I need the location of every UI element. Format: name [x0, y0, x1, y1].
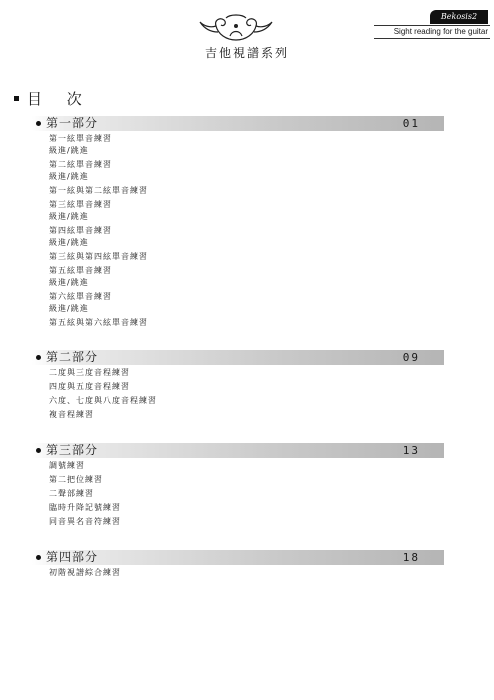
toc-item-label: 臨時升降記號練習 — [49, 503, 121, 512]
toc-item-label: 同音異名音符練習 — [49, 517, 121, 526]
section-header-bar[interactable] — [32, 443, 444, 458]
toc-item[interactable] — [49, 474, 444, 486]
toc-item[interactable] — [49, 133, 444, 157]
toc-item[interactable] — [49, 317, 444, 329]
toc-item-label: 二聲部練習 — [49, 489, 94, 498]
toc-item[interactable] — [49, 291, 444, 315]
toc-item-sub: 級進/跳進 — [49, 304, 89, 313]
toc-item[interactable] — [49, 567, 444, 579]
toc-item-label: 第六絃單音練習 — [49, 292, 112, 301]
section-header-bar[interactable] — [32, 350, 444, 365]
section-page-number: 18 — [402, 551, 420, 564]
brand-subtitle: Sight reading for the guitar — [374, 25, 490, 39]
toc-item-label: 複音程練習 — [49, 410, 94, 419]
toc-item-sub: 級進/跳進 — [49, 278, 89, 287]
toc-item[interactable] — [49, 159, 444, 183]
toc-section — [32, 116, 444, 329]
toc-item[interactable] — [49, 265, 444, 289]
toc-item-label: 第一絃與第二絃單音練習 — [49, 186, 148, 195]
bullet-dot-icon — [36, 355, 41, 360]
toc-item-label: 第二絃單音練習 — [49, 160, 112, 169]
toc-item[interactable] — [49, 251, 444, 263]
toc-item-label: 二度與三度音程練習 — [49, 368, 130, 377]
toc-item-sub: 級進/跳進 — [49, 172, 89, 181]
toc-item-label: 初階視譜綜合練習 — [49, 568, 121, 577]
toc-item-label: 第四絃單音練習 — [49, 226, 112, 235]
section-page-number: 09 — [402, 351, 420, 364]
toc-item[interactable] — [49, 185, 444, 197]
brand-logo: Bekosis2 — [430, 10, 488, 24]
section-header-bar[interactable] — [32, 550, 444, 565]
toc-item[interactable] — [49, 488, 444, 500]
toc-item[interactable] — [49, 460, 444, 472]
toc-item-label: 第一絃單音練習 — [49, 134, 112, 143]
bullet-dot-icon — [36, 555, 41, 560]
toc-item-label: 調號練習 — [49, 461, 85, 470]
toc-item[interactable] — [49, 367, 444, 379]
section-title: 第三部分 — [46, 443, 99, 457]
toc-item-label: 第五絃與第六絃單音練習 — [49, 318, 148, 327]
toc-item-label: 四度與五度音程練習 — [49, 382, 130, 391]
section-page-number: 01 — [402, 117, 420, 130]
toc-heading-text: 目 次 — [27, 90, 92, 108]
toc-item-label: 第三絃與第四絃單音練習 — [49, 252, 148, 261]
decorative-scroll-icon — [196, 14, 276, 44]
toc-item[interactable] — [49, 409, 444, 421]
toc-item-label: 第三絃單音練習 — [49, 200, 112, 209]
toc-item-sub: 級進/跳進 — [49, 212, 89, 221]
toc-item-label: 第五絃單音練習 — [49, 266, 112, 275]
toc-item[interactable] — [49, 381, 444, 393]
toc-section — [32, 350, 444, 421]
toc-item[interactable] — [49, 225, 444, 249]
toc-item[interactable] — [49, 199, 444, 223]
section-title: 第一部分 — [46, 116, 99, 130]
section-page-number: 13 — [402, 444, 420, 457]
brand-box — [374, 10, 490, 38]
toc-item-label: 第二把位練習 — [49, 475, 103, 484]
toc-item[interactable] — [49, 395, 444, 407]
bullet-dot-icon — [36, 121, 41, 126]
toc-item[interactable] — [49, 502, 444, 514]
toc-section — [32, 550, 444, 579]
toc-heading — [14, 88, 92, 108]
toc-section — [32, 443, 444, 528]
section-title: 第四部分 — [46, 550, 99, 564]
bullet-dot-icon — [36, 448, 41, 453]
toc-item-sub: 級進/跳進 — [49, 238, 89, 247]
series-title: 吉他視譜系列 — [204, 46, 289, 60]
toc-item[interactable] — [49, 516, 444, 528]
section-title: 第二部分 — [46, 350, 99, 364]
section-header-bar[interactable] — [32, 116, 444, 131]
toc-item-sub: 級進/跳進 — [49, 146, 89, 155]
toc-item-label: 六度、七度與八度音程練習 — [49, 396, 157, 405]
square-bullet-icon — [14, 96, 19, 101]
